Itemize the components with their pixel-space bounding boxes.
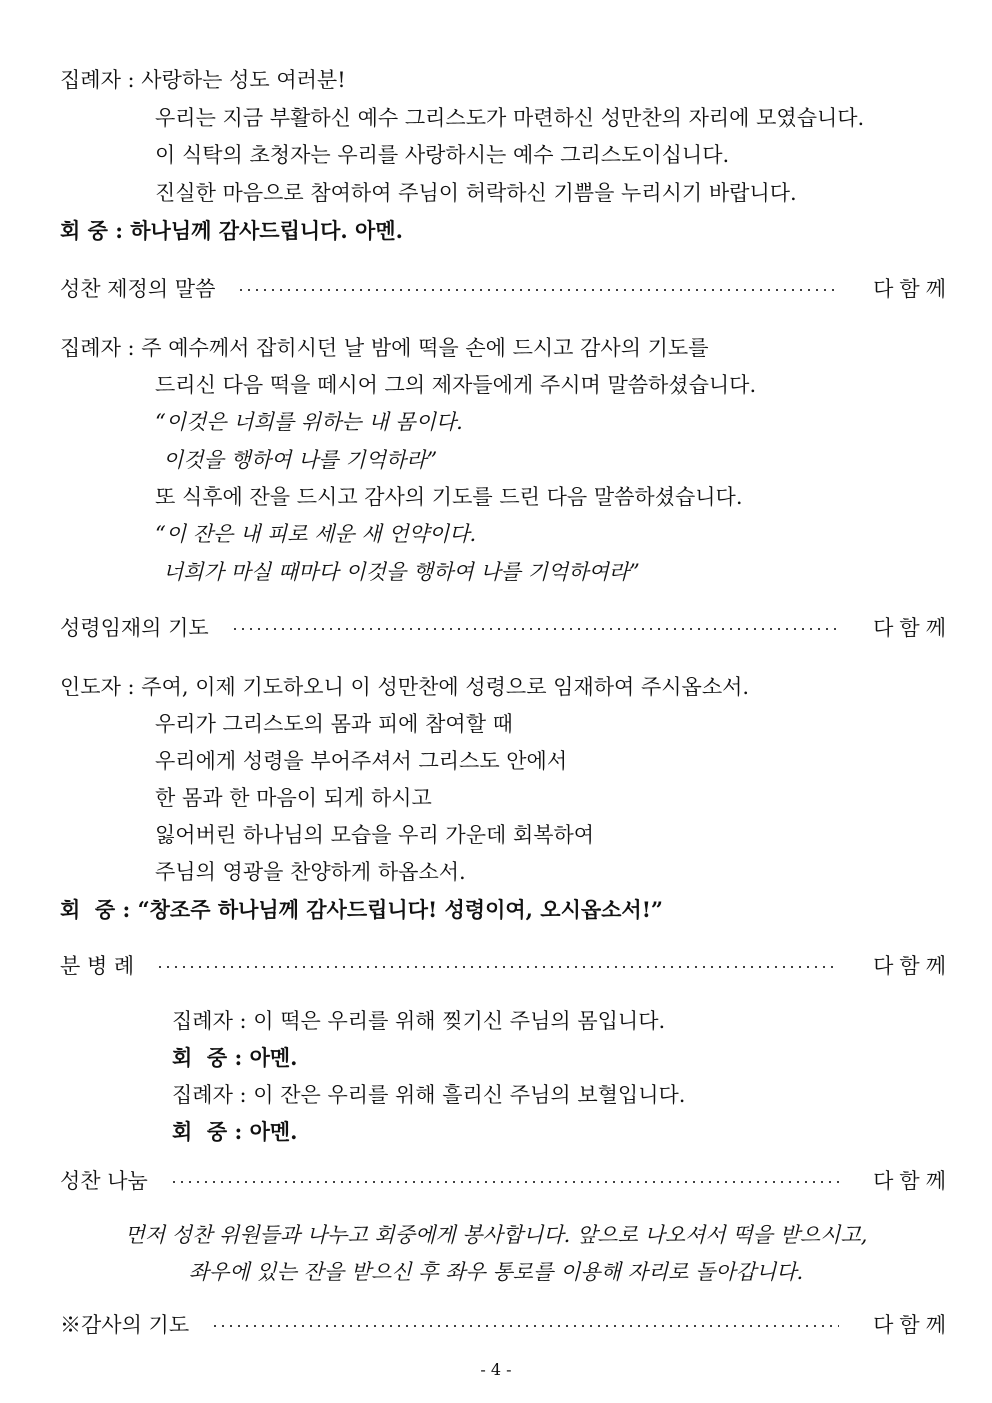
section-title: 성찬 나눔 <box>60 1169 148 1193</box>
fraction-line-1: 집례자 : 이 떡은 우리를 위해 찢기신 주님의 몸입니다. <box>172 1009 666 1033</box>
section-heading-thanks <box>60 1311 952 1339</box>
section-title: 성찬 제정의 말씀 <box>60 277 216 301</box>
section-heading-fraction <box>60 952 952 980</box>
section-title: 성령임재의 기도 <box>60 616 209 640</box>
fraction-line-2: 집례자 : 이 잔은 우리를 위해 흘리신 주님의 보혈입니다. <box>172 1083 686 1107</box>
intro-speaker-line: 집례자 : 사랑하는 성도 여러분! <box>60 68 346 92</box>
sharing-note-1: 먼저 성찬 위원들과 나누고 회중에게 봉사합니다. 앞으로 나오셔서 떡을 받으시고, <box>124 1223 868 1247</box>
section-heading-epiclesis <box>60 614 952 642</box>
epiclesis-line-4: 잃어버린 하나님의 모습을 우리 가운데 회복하여 <box>155 823 595 847</box>
fraction-response-2: 회 중 : 아멘. <box>172 1119 298 1144</box>
section-heading-institution <box>60 275 952 303</box>
section-participants: 다함께 <box>873 277 952 301</box>
section-participants: 다함께 <box>873 1313 952 1337</box>
page-number: - 4 - <box>480 1360 512 1379</box>
institution-quote-1: “이것은 너희를 위하는 내 몸이다. <box>155 410 463 434</box>
institution-line-1: 드리신 다음 떡을 떼시어 그의 제자들에게 주시며 말씀하셨습니다. <box>155 373 757 397</box>
section-heading-sharing <box>60 1167 952 1195</box>
intro-line-3: 진실한 마음으로 참여하여 주님이 허락하신 기쁨을 누리시기 바랍니다. <box>155 181 797 205</box>
institution-quote-2: 이것을 행하여 나를 기억하라” <box>163 448 438 472</box>
leader-dots <box>156 952 839 980</box>
intro-line-2: 이 식탁의 초청자는 우리를 사랑하시는 예수 그리스도이십니다. <box>155 143 730 167</box>
epiclesis-line-1: 우리가 그리스도의 몸과 피에 참여할 때 <box>155 712 513 736</box>
fraction-response-1: 회 중 : 아멘. <box>172 1045 298 1070</box>
section-title: 분 병 례 <box>60 954 135 978</box>
section-participants: 다함께 <box>873 616 952 640</box>
leader-dots <box>211 1311 839 1339</box>
section-participants: 다함께 <box>873 1169 952 1193</box>
epiclesis-line-3: 한 몸과 한 마음이 되게 하시고 <box>155 786 432 810</box>
leader-dots <box>170 1167 839 1195</box>
section-title: ※감사의 기도 <box>60 1313 190 1337</box>
institution-line-2: 또 식후에 잔을 드시고 감사의 기도를 드린 다음 말씀하셨습니다. <box>155 485 743 509</box>
intro-response: 회 중 : 하나님께 감사드립니다. 아멘. <box>60 218 403 243</box>
leader-dots <box>231 614 839 642</box>
institution-quote-3: “이 잔은 내 피로 세운 새 언약이다. <box>155 522 477 546</box>
epiclesis-response: 회 중 : “창조주 하나님께 감사드립니다! 성령이여, 오시옵소서!” <box>60 897 664 922</box>
leader-dots <box>237 275 839 303</box>
epiclesis-line-5: 주님의 영광을 찬양하게 하옵소서. <box>155 860 466 884</box>
institution-speaker-line: 집례자 : 주 예수께서 잡히시던 날 밤에 떡을 손에 드시고 감사의 기도를 <box>60 336 709 360</box>
section-participants: 다함께 <box>873 954 952 978</box>
epiclesis-speaker-line: 인도자 : 주여, 이제 기도하오니 이 성만찬에 성령으로 임재하여 주시옵소서. <box>60 675 750 699</box>
sharing-note-2: 좌우에 있는 잔을 받으신 후 좌우 통로를 이용해 자리로 돌아갑니다. <box>188 1260 804 1284</box>
epiclesis-line-2: 우리에게 성령을 부어주셔서 그리스도 안에서 <box>155 749 568 773</box>
intro-line-1: 우리는 지금 부활하신 예수 그리스도가 마련하신 성만찬의 자리에 모였습니다. <box>155 106 865 130</box>
institution-quote-4: 너희가 마실 때마다 이것을 행하여 나를 기억하여라” <box>163 560 640 584</box>
